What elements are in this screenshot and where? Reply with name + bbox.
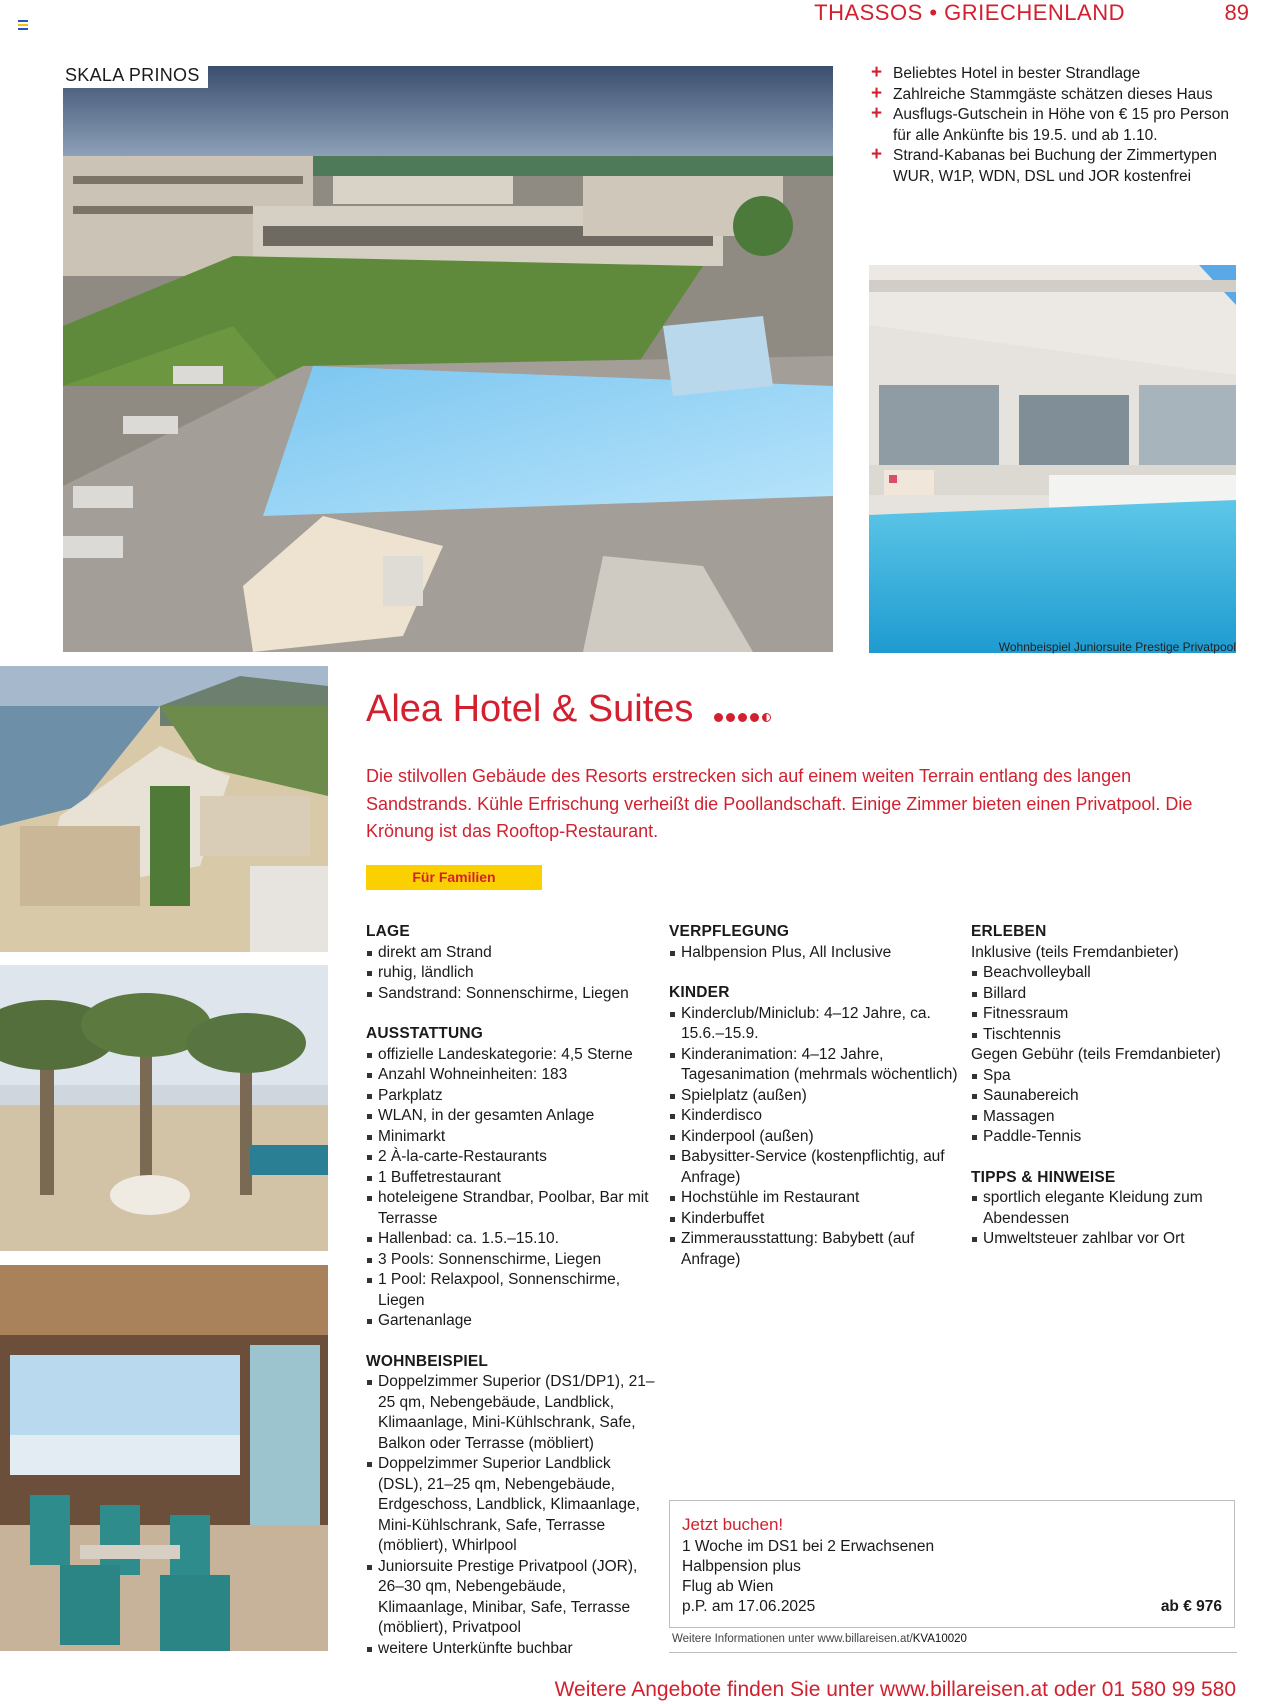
hotel-intro: Die stilvollen Gebäude des Resorts erstrecken sich auf einem weiten Terrain entlang des langen Sandstrands. Kühle Erfrischung verheißt die Poollandschaft. Einige Zimmer bieten einen Privatpool. Die Krönung ist das Rooftop-Restaurant. — [366, 766, 1193, 841]
hotel-title — [366, 688, 774, 732]
offer-code: KVA10020 — [912, 1633, 967, 1645]
rating-dot-icon — [726, 713, 735, 722]
header-title: THASSOS • GRIECHENLAND — [814, 0, 1125, 25]
highlight-item: + Strand-Kabanas bei Buchung der Zimmertypen WUR, W1P, WDN, DSL und JOR kostenfrei — [871, 144, 1217, 185]
ausstattung-list — [366, 1045, 656, 1332]
more-info-text: Weitere Informationen unter www.billareisen.at/ — [672, 1633, 913, 1645]
list-item: Beachvolleyball — [971, 963, 1241, 984]
kinder-list — [669, 1004, 959, 1271]
booking-box[interactable] — [669, 1500, 1235, 1628]
section-title-lage: LAGE — [366, 923, 410, 940]
section-title-ausstattung: AUSSTATTUNG — [366, 1025, 484, 1042]
info-column-1 — [366, 922, 656, 1679]
list-item: Halbpension Plus, All Inclusive — [669, 943, 959, 964]
list-item: Kinderdisco — [669, 1106, 959, 1127]
list-item: Tischtennis — [971, 1025, 1241, 1046]
highlight-item: + Zahlreiche Stammgäste schätzen dieses Haus — [871, 82, 1213, 104]
list-item: weitere Unterkünfte buchbar — [366, 1639, 656, 1660]
subheading: Inklusive (teils Fremdanbieter) — [971, 943, 1179, 961]
list-item: ruhig, ländlich — [366, 963, 656, 984]
rating-stars — [714, 689, 774, 732]
list-item: Anzahl Wohneinheiten: 183 — [366, 1065, 656, 1086]
booking-line: 1 Woche im DS1 bei 2 Erwachsenen — [682, 1538, 935, 1555]
list-item: hoteleigene Strandbar, Poolbar, Bar mit Terrasse — [366, 1188, 656, 1229]
subheading: Gegen Gebühr (teils Fremdanbieter) — [971, 1046, 1221, 1063]
section-title-tipps: TIPPS & HINWEISE — [971, 1168, 1116, 1186]
list-item: Kinderpool (außen) — [669, 1127, 959, 1148]
list-item: Parkplatz — [366, 1086, 656, 1107]
tipps-list — [971, 1188, 1241, 1250]
list-item: Fitnessraum — [971, 1004, 1241, 1025]
list-item: Billard — [971, 984, 1241, 1005]
palm-beach-photo — [0, 965, 328, 1251]
list-item: Kinderbuffet — [669, 1209, 959, 1230]
list-item: Juniorsuite Prestige Privatpool (JOR), 26–30 qm, Nebengebäude, Klimaanlage, Minibar, Safe, Terrasse (möbliert), Privatpool — [366, 1557, 656, 1639]
beach-aerial-photo — [0, 666, 328, 952]
list-item: WLAN, in der gesamten Anlage — [366, 1106, 656, 1127]
rating-half-dot-icon — [762, 713, 771, 722]
list-item: Gartenanlage — [366, 1311, 656, 1332]
section-title-erleben: ERLEBEN — [971, 923, 1047, 940]
list-item: direkt am Strand — [366, 943, 656, 964]
section-title-verpflegung: VERPFLEGUNG — [669, 923, 790, 940]
booking-line: Halbpension plus — [682, 1558, 801, 1575]
erleben-list — [971, 943, 1241, 1148]
list-item: Kinderanimation: 4–12 Jahre, Tagesanimation (mehrmals wöchentlich) — [669, 1045, 959, 1086]
info-column-2 — [669, 922, 959, 1290]
resort-pool-photo — [63, 66, 833, 652]
divider — [669, 1652, 1237, 1653]
wohnbeispiel-list — [366, 1372, 656, 1659]
page-number: 89 — [1224, 0, 1249, 25]
plus-icon: + — [871, 103, 883, 124]
list-item: Minimarkt — [366, 1127, 656, 1148]
menu-icon — [18, 20, 28, 28]
private-pool-photo — [869, 265, 1236, 653]
highlight-item: + Beliebtes Hotel in bester Strandlage — [871, 62, 1141, 83]
list-item: Spielplatz (außen) — [669, 1086, 959, 1107]
rating-dot-icon — [750, 713, 759, 722]
list-item: Doppelzimmer Superior (DS1/DP1), 21–25 qm, Nebengebäude, Landblick, Klimaanlage, Mini-Kühlschrank, Safe, Balkon oder Terrasse (möbliert) — [366, 1372, 656, 1454]
list-item: Massagen — [971, 1107, 1241, 1128]
booking-title[interactable]: Jetzt buchen! — [682, 1515, 784, 1534]
plus-icon: + — [871, 62, 883, 83]
lage-list — [366, 943, 656, 1005]
list-item: sportlich elegante Kleidung zum Abendessen — [971, 1188, 1241, 1229]
photo-caption: Wohnbeispiel Juniorsuite Prestige Privatpool — [998, 640, 1236, 654]
booking-line: Flug ab Wien — [682, 1578, 774, 1595]
booking-date: p.P. am 17.06.2025 — [682, 1598, 816, 1615]
list-item: Spa — [971, 1066, 1241, 1087]
list-item: Kinderclub/Miniclub: 4–12 Jahre, ca. 15.6.–15.9. — [669, 1004, 959, 1045]
rating-dot-icon — [738, 713, 747, 722]
booking-price: ab € 976 — [1160, 1598, 1222, 1615]
plus-icon: + — [871, 82, 883, 104]
more-info-link[interactable] — [672, 1633, 967, 1645]
list-item: Doppelzimmer Superior Landblick (DSL), 21–25 qm, Nebengebäude, Erdgeschoss, Landblick, Klimaanlage, Mini-Kühlschrank, Safe, Terrasse (möbliert), Whirlpool — [366, 1454, 656, 1557]
list-item: Umweltsteuer zahlbar vor Ort — [971, 1229, 1241, 1250]
highlight-item: + Ausflugs-Gutschein in Höhe von € 15 pro Person für alle Ankünfte bis 19.5. und ab 1.10. — [871, 103, 1230, 144]
list-item: Saunabereich — [971, 1086, 1241, 1107]
section-title-wohnbeispiel: WOHNBEISPIEL — [366, 1352, 489, 1370]
location-label: SKALA PRINOS — [63, 65, 208, 88]
list-item: Paddle-Tennis — [971, 1127, 1241, 1148]
list-item: Hallenbad: ca. 1.5.–15.10. — [366, 1229, 656, 1250]
hotel-name: Alea Hotel & Suites — [366, 688, 694, 730]
list-item: Hochstühle im Restaurant — [669, 1188, 959, 1209]
list-item: offizielle Landeskategorie: 4,5 Sterne — [366, 1045, 656, 1066]
restaurant-terrace-photo — [0, 1265, 328, 1651]
list-item: 3 Pools: Sonnenschirme, Liegen — [366, 1250, 656, 1271]
info-column-3 — [971, 922, 1241, 1270]
list-item: 2 À-la-carte-Restaurants — [366, 1147, 656, 1168]
list-item: 1 Pool: Relaxpool, Sonnenschirme, Liegen — [366, 1270, 656, 1311]
family-badge: Für Familien — [366, 865, 542, 890]
section-title-kinder: KINDER — [669, 984, 730, 1001]
highlights-list — [869, 64, 1249, 187]
list-item: Sandstrand: Sonnenschirme, Liegen — [366, 984, 656, 1005]
verpflegung-list — [669, 943, 959, 964]
list-item: Zimmerausstattung: Babybett (auf Anfrage) — [669, 1229, 959, 1270]
list-item: Babysitter-Service (kostenpflichtig, auf Anfrage) — [669, 1147, 959, 1188]
list-item: 1 Buffetrestaurant — [366, 1168, 656, 1189]
rating-dot-icon — [714, 713, 723, 722]
footer-text: Weitere Angebote finden Sie unter www.billareisen.at oder 01 580 99 580 — [554, 1678, 1236, 1701]
plus-icon: + — [871, 144, 883, 165]
